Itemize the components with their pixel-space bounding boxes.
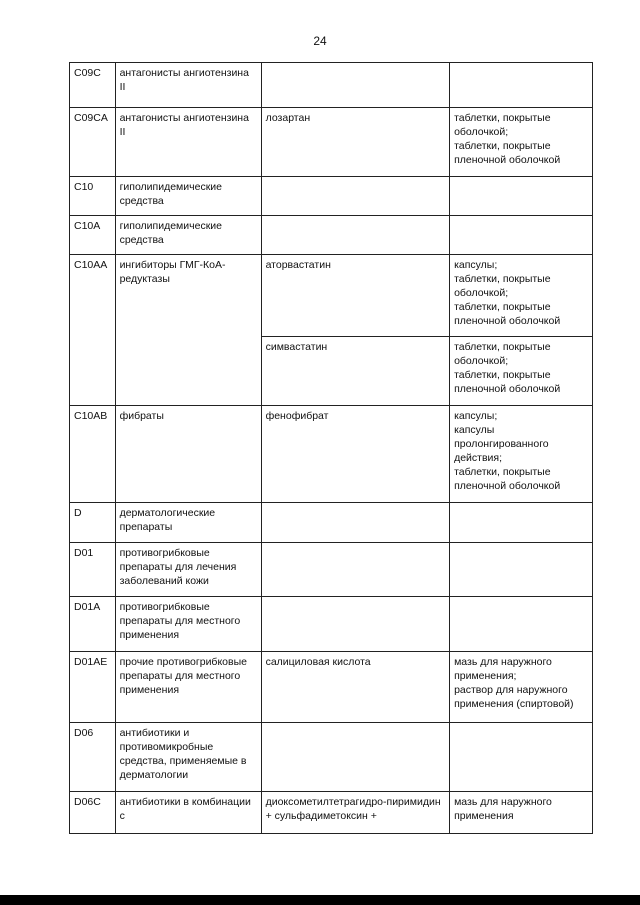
drug-name: симвастатин xyxy=(261,337,449,406)
dosage-form xyxy=(450,723,593,792)
drug-name: салициловая кислота xyxy=(261,652,449,723)
dosage-form xyxy=(450,216,593,255)
atc-code: C10AA xyxy=(70,255,116,406)
pharmacological-group: антибиотики в комбинации с xyxy=(115,792,261,834)
pharmacological-group: антибиотики и противомикробные средства, применяемые в дерматологии xyxy=(115,723,261,792)
table-row xyxy=(70,63,593,108)
drug-name: диоксометилтетрагидро-пиримидин + сульфадиметоксин + xyxy=(261,792,449,834)
pharmacological-group: антагонисты ангиотензина II xyxy=(115,108,261,177)
drug-name xyxy=(261,503,449,543)
dosage-form: капсулы; капсулы пролонгированного действия; таблетки, покрытые пленочной оболочкой xyxy=(450,406,593,503)
pharmacological-group: противогрибковые препараты для местного применения xyxy=(115,597,261,652)
pharmacological-group: фибраты xyxy=(115,406,261,503)
drug-table xyxy=(69,62,593,834)
dosage-form xyxy=(450,503,593,543)
atc-code: D06C xyxy=(70,792,116,834)
table-row xyxy=(70,792,593,834)
dosage-form: мазь для наружного применения xyxy=(450,792,593,834)
atc-code: C09C xyxy=(70,63,116,108)
drug-name xyxy=(261,543,449,597)
drug-name xyxy=(261,597,449,652)
drug-name: аторвастатин xyxy=(261,255,449,337)
page-number: 24 xyxy=(313,34,327,48)
drug-name xyxy=(261,177,449,216)
table-row xyxy=(70,597,593,652)
table-row xyxy=(70,543,593,597)
table-row xyxy=(70,503,593,543)
atc-code: C09CA xyxy=(70,108,116,177)
table-row xyxy=(70,723,593,792)
table-row xyxy=(70,177,593,216)
drug-name: лозартан xyxy=(261,108,449,177)
atc-code: D01A xyxy=(70,597,116,652)
scan-edge xyxy=(0,895,640,905)
table-row xyxy=(70,255,593,337)
table-row xyxy=(70,108,593,177)
pharmacological-group: антагонисты ангиотензина II xyxy=(115,63,261,108)
atc-code: C10 xyxy=(70,177,116,216)
atc-code: C10AB xyxy=(70,406,116,503)
dosage-form xyxy=(450,177,593,216)
dosage-form xyxy=(450,597,593,652)
atc-code: D01 xyxy=(70,543,116,597)
dosage-form xyxy=(450,63,593,108)
pharmacological-group: прочие противогрибковые препараты для местного применения xyxy=(115,652,261,723)
drug-name xyxy=(261,723,449,792)
pharmacological-group: гиполипидемические средства xyxy=(115,177,261,216)
atc-code: D xyxy=(70,503,116,543)
table-row xyxy=(70,652,593,723)
drug-name xyxy=(261,63,449,108)
pharmacological-group: гиполипидемические средства xyxy=(115,216,261,255)
dosage-form: мазь для наружного применения; раствор для наружного применения (спиртовой) xyxy=(450,652,593,723)
atc-code: D06 xyxy=(70,723,116,792)
pharmacological-group: дерматологические препараты xyxy=(115,503,261,543)
drug-name xyxy=(261,216,449,255)
dosage-form xyxy=(450,543,593,597)
dosage-form: таблетки, покрытые оболочкой; таблетки, покрытые пленочной оболочкой xyxy=(450,337,593,406)
atc-code: C10A xyxy=(70,216,116,255)
dosage-form: таблетки, покрытые оболочкой; таблетки, покрытые пленочной оболочкой xyxy=(450,108,593,177)
drug-name: фенофибрат xyxy=(261,406,449,503)
table-row xyxy=(70,406,593,503)
pharmacological-group: противогрибковые препараты для лечения заболеваний кожи xyxy=(115,543,261,597)
dosage-form: капсулы; таблетки, покрытые оболочкой; таблетки, покрытые пленочной оболочкой xyxy=(450,255,593,337)
pharmacological-group: ингибиторы ГМГ-КоА-редуктазы xyxy=(115,255,261,406)
atc-code: D01AE xyxy=(70,652,116,723)
table-row xyxy=(70,216,593,255)
